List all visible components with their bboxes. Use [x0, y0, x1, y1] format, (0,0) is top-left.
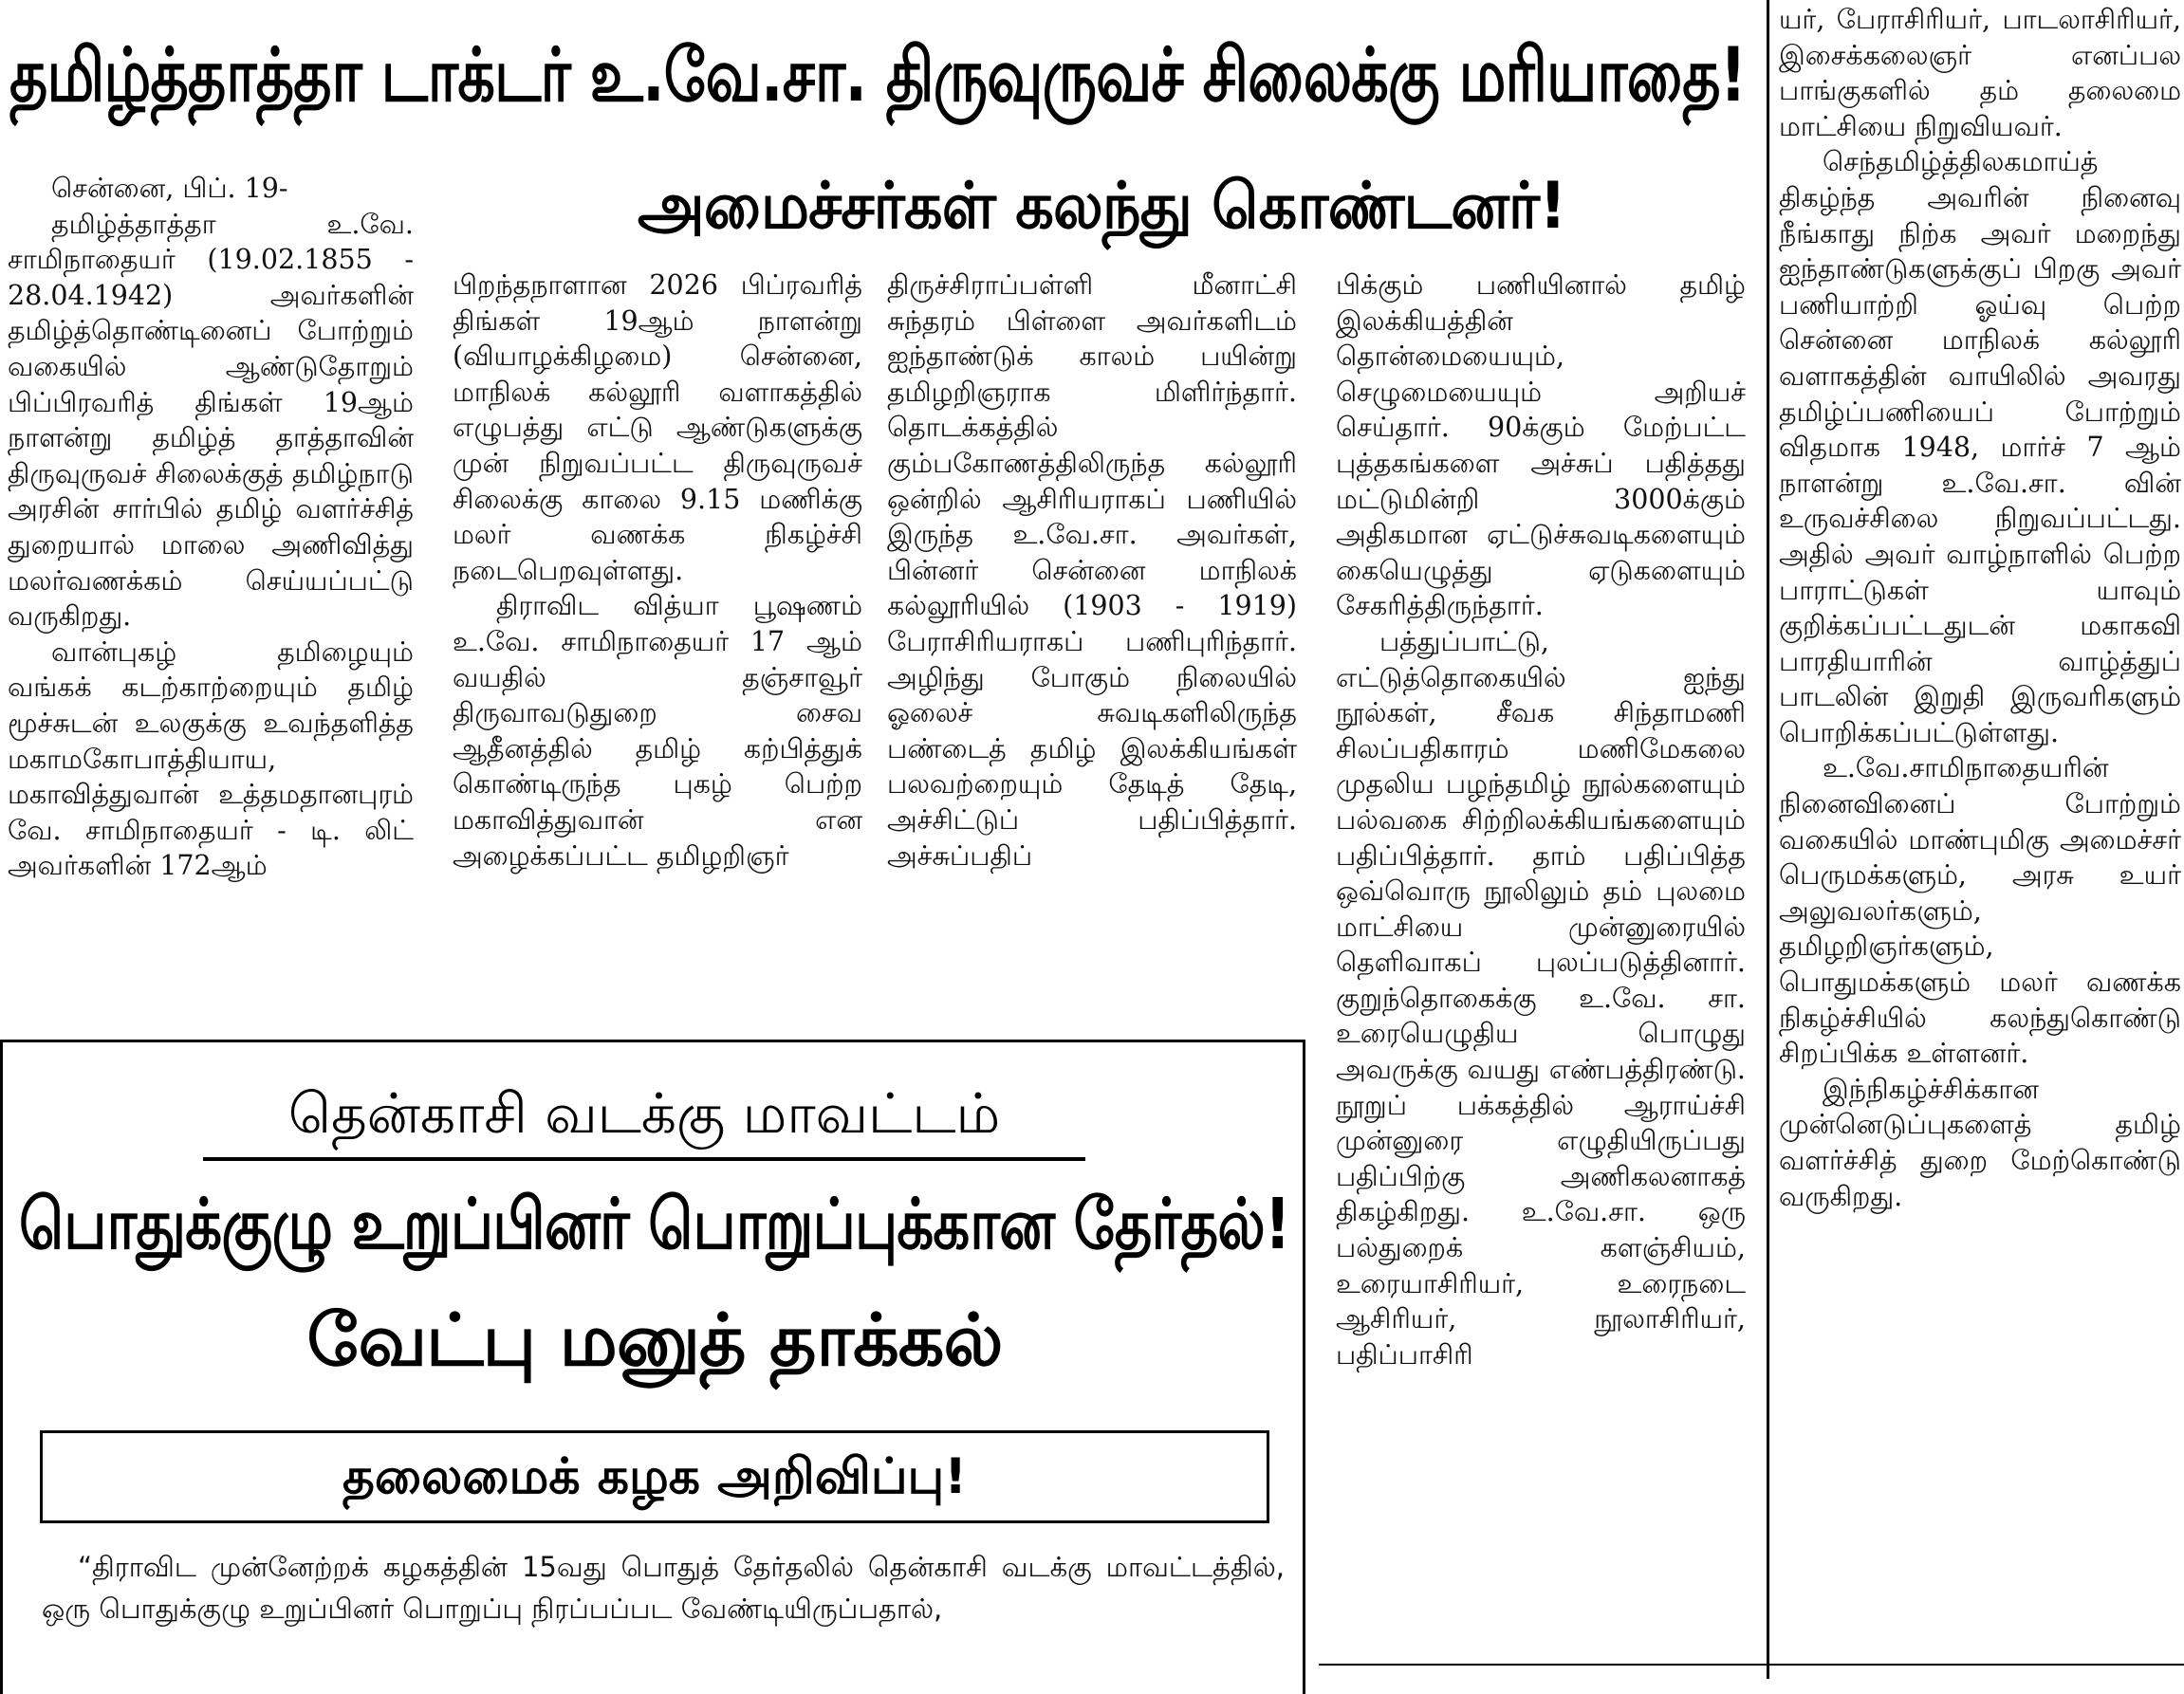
- notice-label: தலைமைக் கழக அறிவிப்பு!: [40, 1430, 1269, 1523]
- article-paragraph: பிறந்தநாளான 2026 பிப்ரவரித் திங்கள் 19ஆம் நாளன்று (வியாழக்கிழமை) சென்னை, மாநிலக் கல்லூரி வளாகத்தில் எழுபத்து எட்டு ஆண்டுகளுக்கு முன் நிறுவப்பட்ட திருவுருவச் சிலைக்கு காலை 9.15 மணிக்கு மலர் வணக்க நிகழ்ச்சி நடைபெறவுள்ளது.: [453, 269, 862, 586]
- article-dateline: சென்னை, பிப். 19-: [51, 173, 288, 204]
- article-column-2: [453, 267, 862, 1038]
- notice-title-line-1: பொதுக்குழு உறுப்பினர் பொறுப்புக்கான தேர்தல்!: [19, 1184, 1290, 1265]
- article-paragraph: யர், பேராசிரியர், பாடலாசிரியர், இசைக்கலைஞர் எனப்பல பாங்குகளில் தம் தலைமை மாட்சியை நிறுவியவர்.: [1779, 4, 2181, 142]
- article-column-5: [1779, 2, 2181, 1669]
- article-paragraph: திருச்சிராப்பள்ளி மீனாட்சி சுந்தரம் பிள்ளை அவர்களிடம் ஐந்தாண்டுக் காலம் பயின்று தமிழறிஞராக மிளிர்ந்தார். தொடக்கத்தில் கும்பகோணத்திலிருந்த கல்லூரி ஒன்றில் ஆசிரியராகப் பணியில் இருந்த உ.வே.சா. அவர்கள், பின்னர் சென்னை மாநிலக் கல்லூரியில் (1903 - 1919) பேராசிரியராகப் பணிபுரிந்தார். அழிந்து போகும் நிலையில் ஓலைச் சுவடிகளிலிருந்த பண்டைத் தமிழ் இலக்கியங்கள் பலவற்றையும் தேடித் தேடி, அச்சிட்டுப் பதிப்பித்தார். அச்சுப்பதிப்: [887, 269, 1297, 872]
- article-paragraph: தமிழ்த்தாத்தா உ.வே. சாமிநாதையர் (19.02.1855 - 28.04.1942) அவர்களின் தமிழ்த்தொண்டினைப் போற்றும் வகையில் ஆண்டுதோறும் பிப்பிரவரித் திங்கள் 19ஆம் நாளன்று தமிழ்த் தாத்தாவின் திருவுருவச் சிலைக்குத் தமிழ்நாடு அரசின் சார்பில் தமிழ் வளர்ச்சித் துறையால் மாலை அணிவித்து மலர்வணக்கம் செய்யப்பட்டு வருகிறது.: [8, 208, 414, 633]
- article-column-4: [1336, 267, 1746, 1667]
- notice-body-text: “திராவிட முன்னேற்றக் கழகத்தின் 15வது பொதுத் தேர்தலில் தென்காசி வடக்கு மாவட்டத்தில், ஒரு பொதுக்குழு உறுப்பினர் பொறுப்பு நிரப்பப்பட வேண்டியிருப்பதால்,: [42, 1551, 1285, 1625]
- notice-kicker: தென்காசி வடக்கு மாவட்டம்: [203, 1070, 1085, 1161]
- article-column-3: [887, 267, 1297, 1038]
- main-headline: தமிழ்த்தாத்தா டாக்டர் உ.வே.சா. திருவுருவச் சிலைக்கு மரியாதை!: [9, 33, 1747, 119]
- article-paragraph: செந்தமிழ்த்திலகமாய்த் திகழ்ந்த அவரின் நினைவு நீங்காது நிற்க அவர் மறைந்து ஐந்தாண்டுகளுக்குப் பிறகு அவர் பணியாற்றி ஓய்வு பெற்ற சென்னை மாநிலக் கல்லூரி வளாகத்தின் வாயிலில் அவரது தமிழ்ப்பணியைப் போற்றும் விதமாக 1948, மார்ச் 7 ஆம் நாளன்று உ.வே.சா. வின் உருவச்சிலை நிறுவப்பட்டது. அதில் அவர் வாழ்நாளில் பெற்ற பாராட்டுகள் யாவும் குறிக்கப்பட்டதுடன் மகாகவி பாரதியாரின் வாழ்த்துப் பாடலின் இறுதி இருவரிகளும் பொறிக்கப்பட்டுள்ளது.: [1779, 146, 2181, 748]
- article-paragraph: திராவிட வித்யா பூஷணம் உ.வே. சாமிநாதையர் 17 ஆம் வயதில் தஞ்சாவூர் திருவாவடுதுறை சைவ ஆதீனத்தில் தமிழ் கற்பித்துக் கொண்டிருந்த புகழ் பெற்ற மகாவித்துவான் என அழைக்கப்பட்ட தமிழறிஞர்: [453, 590, 862, 872]
- article-paragraph: பத்துப்பாட்டு, எட்டுத்தொகையில் ஐந்து நூல்கள், சீவக சிந்தாமணி சிலப்பதிகாரம் மணிமேகலை முதலிய பழந்தமிழ் நூல்களையும் பல்வகை சிற்றிலக்கியங்களையும் பதிப்பித்தார். தாம் பதிப்பித்த ஒவ்வொரு நூலிலும் தம் புலமை மாட்சியை முன்னுரையில் தெளிவாகப் புலப்படுத்தினார். குறுந்தொகைக்கு உ.வே. சா. உரையெழுதிய பொழுது அவருக்கு வயது எண்பத்திரண்டு. நூறுப் பக்கத்தில் ஆராய்ச்சி முன்னுரை எழுதியிருப்பது பதிப்பிற்கு அணிகலனாகத் திகழ்கிறது. உ.வே.சா. ஒரு பல்துறைக் களஞ்சியம், உரையாசிரியர், உரைநடை ஆசிரியர், நூலாசிரியர், பதிப்பாசிரி: [1336, 625, 1746, 1371]
- article-paragraph: வான்புகழ் தமிழையும் வங்கக் கடற்காற்றையும் தமிழ் மூச்சுடன் உலகுக்கு உவந்தளித்த மகாமகோபாத்தியாய, மகாவித்துவான் உத்தமதானபுரம் வே. சாமிநாதையர் - டி. லிட் அவர்களின் 172ஆம்: [8, 635, 414, 882]
- bottom-rule: [1319, 1664, 2184, 1666]
- notice-title-line-2: வேட்பு மனுத் தாக்கல்: [306, 1298, 1003, 1382]
- sub-headline: அமைச்சர்கள் கலந்து கொண்டனர்!: [638, 169, 1566, 244]
- notice-body: [42, 1546, 1285, 1679]
- article-paragraph: இந்நிகழ்ச்சிக்கான முன்னெடுப்புகளைத் தமிழ் வளர்ச்சித் துறை மேற்கொண்டு வருகிறது.: [1779, 1073, 2181, 1212]
- article-column-1: [8, 171, 414, 1041]
- article-paragraph: உ.வே.சாமிநாதையரின் நினைவினைப் போற்றும் வகையில் மாண்புமிகு அமைச்சர் பெருமக்களும், அரசு உயர் அலுவலர்களும், தமிழறிஞர்களும், பொதுமக்களும் மலர் வணக்க நிகழ்ச்சியில் கலந்துகொண்டு சிறப்பிக்க உள்ளனர்.: [1779, 752, 2181, 1070]
- column-divider-rule: [1767, 0, 1769, 1679]
- article-paragraph: பிக்கும் பணியினால் தமிழ் இலக்கியத்தின் தொன்மையையும், செழுமையையும் அறியச் செய்தார். 90க்கும் மேற்பட்ட புத்தகங்களை அச்சுப் பதித்தது மட்டுமின்றி 3000க்கும் அதிகமான ஏட்டுச்சுவடிகளையும் கையெழுத்து ஏடுகளையும் சேகரித்திருந்தார்.: [1336, 269, 1746, 622]
